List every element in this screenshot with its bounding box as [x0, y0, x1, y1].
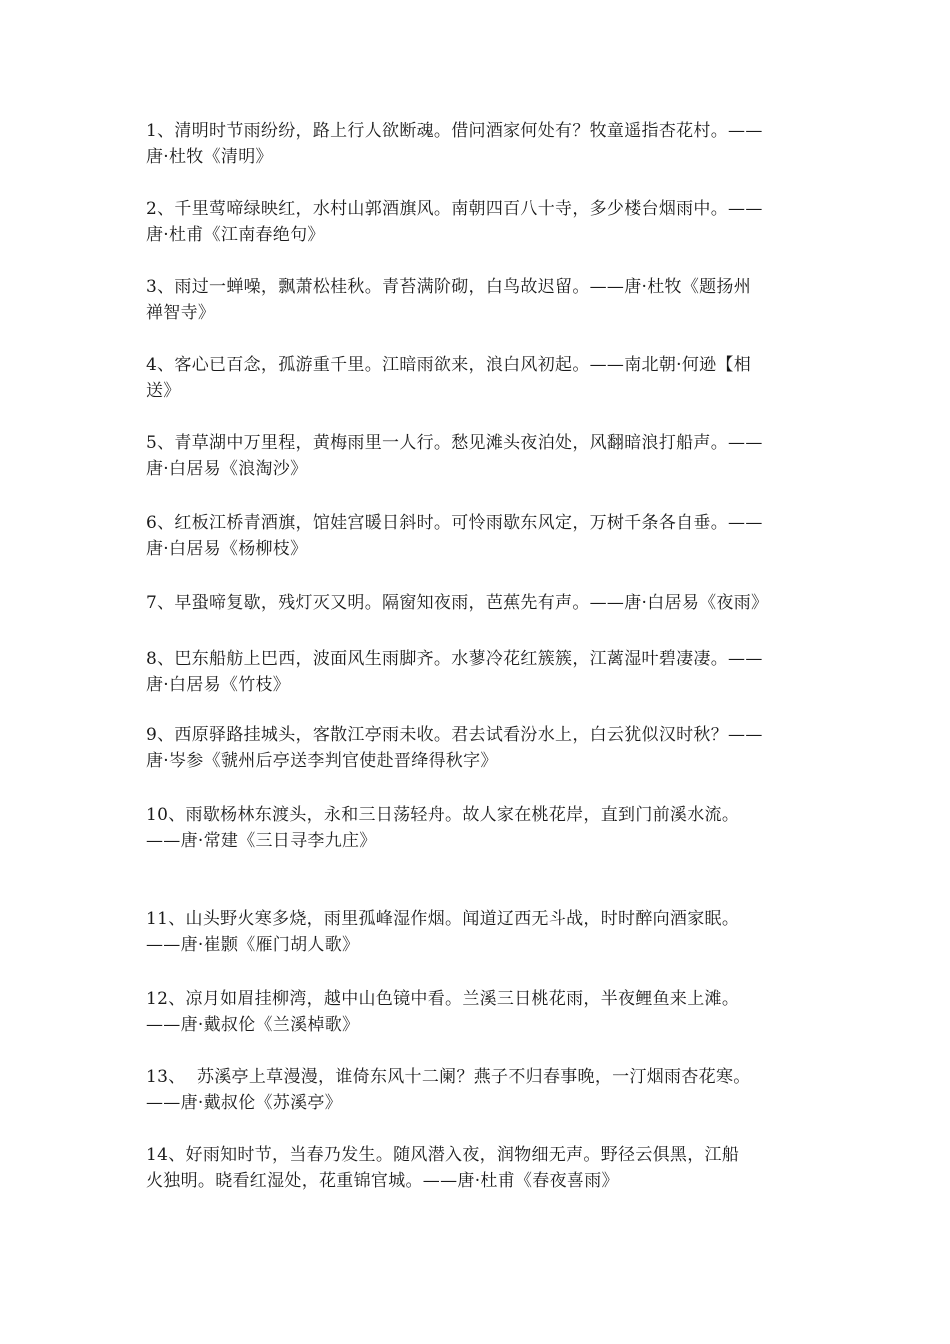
poem-entry-4 — [146, 352, 814, 404]
poem-line: 13、 苏溪亭上草漫漫，谁倚东风十二阑？燕子不归春事晚，一汀烟雨杏花寒。 — [146, 1067, 751, 1087]
poem-line: 4、客心已百念，孤游重千里。江暗雨欲来，浪白风初起。——南北朝·何逊【相 — [146, 355, 752, 375]
poem-line: 1、清明时节雨纷纷，路上行人欲断魂。借问酒家何处有？牧童遥指杏花村。—— — [146, 121, 763, 141]
poem-entry-8 — [146, 646, 814, 698]
poem-line: 9、西原驿路挂城头，客散江亭雨未收。君去试看汾水上，白云犹似汉时秋？—— — [146, 725, 763, 745]
poem-entry-11 — [146, 906, 814, 958]
poem-source: 唐·杜甫《江南春绝句》 — [146, 225, 325, 245]
poem-entry-5 — [146, 430, 814, 482]
poem-entry-7 — [146, 590, 814, 616]
poem-entry-10 — [146, 802, 814, 854]
poem-source: 唐·岑参《虢州后亭送李判官使赴晋绛得秋字》 — [146, 751, 498, 771]
poem-entry-13 — [146, 1064, 814, 1116]
poem-line: 2、千里莺啼绿映红，水村山郭酒旗风。南朝四百八十寺，多少楼台烟雨中。—— — [146, 199, 763, 219]
poem-entry-1 — [146, 118, 814, 170]
poem-source: 唐·杜牧《清明》 — [146, 147, 273, 167]
poem-source: 禅智寺》 — [146, 303, 216, 323]
poem-line: 10、雨歇杨林东渡头，永和三日荡轻舟。故人家在桃花岸，直到门前溪水流。 — [146, 805, 740, 825]
poem-entry-9 — [146, 722, 814, 774]
poem-source: 唐·白居易《杨柳枝》 — [146, 539, 308, 559]
poem-line: 5、青草湖中万里程，黄梅雨里一人行。愁见滩头夜泊处，风翻暗浪打船声。—— — [146, 433, 763, 453]
poem-source: 送》 — [146, 381, 181, 401]
poem-line: 12、凉月如眉挂柳湾，越中山色镜中看。兰溪三日桃花雨，半夜鲤鱼来上滩。 — [146, 989, 740, 1009]
poem-source: ——唐·戴叔伦《兰溪棹歌》 — [146, 1015, 360, 1035]
poem-line: 6、红板江桥青酒旗，馆娃宫暖日斜时。可怜雨歇东风定，万树千条各自垂。—— — [146, 513, 763, 533]
poem-entry-6 — [146, 510, 814, 562]
poem-source: 唐·白居易《浪淘沙》 — [146, 459, 308, 479]
poem-source: 唐·白居易《竹枝》 — [146, 675, 291, 695]
poem-line: 3、雨过一蝉噪，飘萧松桂秋。青苔满阶砌，白鸟故迟留。——唐·杜牧《题扬州 — [146, 277, 752, 297]
poem-line: 7、早蛩啼复歇，残灯灭又明。隔窗知夜雨，芭蕉先有声。——唐·白居易《夜雨》 — [146, 593, 769, 613]
poem-entry-12 — [146, 986, 814, 1038]
poem-line: 14、好雨知时节，当春乃发生。随风潜入夜，润物细无声。野径云俱黑，江船 — [146, 1145, 740, 1165]
poem-line: 8、巴东船舫上巴西，波面风生雨脚齐。水蓼冷花红簇簇，江蓠湿叶碧凄凄。—— — [146, 649, 763, 669]
poem-source: ——唐·常建《三日寻李九庄》 — [146, 831, 377, 851]
poem-entry-14 — [146, 1142, 814, 1194]
poem-source: ——唐·戴叔伦《苏溪亭》 — [146, 1093, 343, 1113]
poem-source: ——唐·崔颢《雁门胡人歌》 — [146, 935, 360, 955]
poem-entry-3 — [146, 274, 814, 326]
poem-source: 火独明。晓看红湿处，花重锦官城。——唐·杜甫《春夜喜雨》 — [146, 1171, 619, 1191]
poem-entry-2 — [146, 196, 814, 248]
poem-line: 11、山头野火寒多烧，雨里孤峰湿作烟。闻道辽西无斗战，时时醉向酒家眠。 — [146, 909, 740, 929]
